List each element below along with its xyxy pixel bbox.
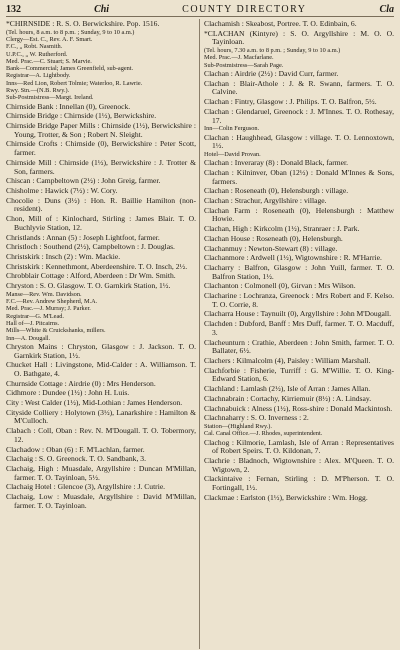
directory-entry: Chryston : S. O. Glasgow. T. O. Garnkirk Station, 1½. bbox=[6, 281, 171, 291]
directory-entry: Clachan : Airdrie (2½) : David Curr, farmer. bbox=[204, 69, 339, 78]
left-column bbox=[6, 19, 200, 649]
entry-detail-line: Registrar—A. Lightbody. bbox=[6, 72, 71, 80]
directory-entry: Clachden : Dubford, Banff : Mrs Duff, farmer. T. O. Macduff, 3. bbox=[204, 319, 394, 337]
entry-detail-line: Bank—Commercial; James Greenfield, sub-agent. bbox=[6, 65, 134, 73]
directory-entry: City : West Calder (1½), Mid-Lothian : James Henderson. bbox=[6, 398, 183, 408]
entry-detail-line: Inn—A. Dougall. bbox=[6, 334, 51, 342]
directory-entry: Clachland : Lamlash (2½), Isle of Arran : James Allan. bbox=[204, 384, 371, 394]
entry-detail-line: Med. Prac.—J. Macfarlane. bbox=[204, 54, 274, 62]
directory-entry: Clachan, High : Kirkcolm (1½), Stranraer : J. Park. bbox=[204, 224, 360, 234]
directory-entry: Clachan : Inveraray (8) : Donald Black, farmer. bbox=[204, 158, 349, 168]
directory-entry: Clachan House : Roseneath (0), Helensburgh. bbox=[204, 233, 343, 243]
directory-entry: Christlands : Annan (5) : Joseph Lightfoot, farmer. bbox=[6, 232, 160, 242]
directory-entry: Clachaig : S. O. Greenock. T. O. Sandbank, 3. bbox=[6, 454, 146, 464]
directory-entry: Clachrie : Bladnoch, Wigtownshire : Alex. M'Queen. T. O. Wigtown, 2. bbox=[204, 455, 394, 474]
header-key-left: Chi bbox=[94, 4, 110, 15]
directory-entry: Clachnabrain : Cortachy, Kirriemuir (8½) : A. Lindsay. bbox=[204, 393, 372, 403]
directory-entry: Clacharine : Lochranza, Greenock : Mrs Robert and F. Kelso. T. O. Corrie, 8. bbox=[204, 291, 394, 309]
directory-entry: Christskirk : Kennethmont, Aberdeenshire. T. O. Insch, 2½. bbox=[6, 261, 188, 271]
directory-entry: Chirnside Bridge Paper Mills : Chirnside (1½), Berwickshire : Young, Trotter, & Son ; Robert N. Sleight. bbox=[6, 121, 196, 139]
directory-entry: Clackmae : Earlston (1½), Berwickshire : Wm. Hogg. bbox=[204, 492, 368, 502]
page-number: 132 bbox=[6, 4, 21, 15]
directory-entry: Clacharra House : Taynuilt (0), Argyllshire : John M'Dougall. bbox=[204, 309, 391, 319]
directory-entry: Christloch : Southend (2½), Campbeltown : J. Douglas. bbox=[6, 242, 175, 252]
directory-entry: Chirnside Bridge : Chirnside (1½), Berwickshire. bbox=[6, 111, 157, 121]
directory-entry: Clachanton : Colmonell (0), Girvan : Mrs Wilson. bbox=[204, 281, 356, 291]
directory-entry: Chirnside Bank : Innellan (0), Greenock. bbox=[6, 101, 131, 111]
directory-entry: Clacheunturn : Crathie, Aberdeen : John Smith, farmer. T. O. Ballater, 6½. bbox=[204, 337, 394, 356]
directory-entry: Clachaig Hotel : Glencoe (3), Argyllshire : J. Cutrie. bbox=[6, 482, 166, 492]
entry-detail-line: Hall of—J. Pitcairns. bbox=[6, 319, 60, 327]
entry-detail-line: Mills—White & Cruickshanks, millers. bbox=[6, 327, 106, 335]
directory-entry: Chisholme : Hawick (7½) : W. Cory. bbox=[6, 186, 118, 195]
directory-entry: Clachan : Blair-Athole : J. & R. Swann, farmers. T. O. Calvine. bbox=[204, 78, 394, 97]
directory-entry: Clachan : Glendaruel, Greenock : J. M'Innes. T. O. Rothesay, 17. bbox=[204, 106, 394, 125]
directory-entry: Clachan : Roseneath (0), Helensburgh : village. bbox=[204, 186, 349, 196]
entry-detail-line: Station—(Highland Rwy.). bbox=[204, 422, 272, 430]
page-header bbox=[6, 4, 394, 17]
directory-entry: Clachan : Kilninver, Oban (12½) : Donald M'Innes & Sons, farmers. bbox=[204, 167, 394, 186]
entry-detail-line: Med. Prac.—C. Stuart; S. Marvie. bbox=[6, 57, 92, 65]
header-key-right: Cla bbox=[379, 4, 394, 15]
directory-entry: Clachers : Kilmalcolm (4), Paisley : William Marshall. bbox=[204, 355, 371, 365]
entry-detail-line: Inns—Red Lion, Robert Tolmie; Waterloo, R. Lawrie. bbox=[6, 79, 143, 87]
entry-detail-line: F.C.—Rev. Andrew Shepherd, M.A. bbox=[6, 298, 98, 306]
entry-detail-line: Sub-Postmistress—Margt. Ireland. bbox=[6, 94, 94, 102]
directory-entry: Clachadow : Oban (6) : F. M'Lachlan, farmer. bbox=[6, 444, 145, 454]
columns bbox=[6, 19, 394, 649]
directory-entry: Clachan : Haughhead, Glasgow : village. T. O. Lennoxtown, 1½. bbox=[204, 132, 394, 151]
entry-detail-line: Clergy—Est. C., Rev. A. F. Smart. bbox=[6, 36, 93, 43]
entry-detail-line: U.P.C., „ W. Rutherford. bbox=[6, 50, 68, 58]
right-column bbox=[200, 19, 394, 649]
directory-entry: Clachan Farm : Roseneath (0), Helensburgh : Matthew Howie. bbox=[204, 205, 394, 224]
directory-entry: Clachanmore : Ardwell (1½), Wigtownshire : R. M'Harrie. bbox=[204, 253, 382, 263]
directory-entry: Churnside Cottage : Airdrie (0) : Mrs Henderson. bbox=[6, 378, 156, 388]
entry-detail-line: (Tel. hours, 8 a.m. to 8 p.m. ; Sunday, 9 to 10 a.m.) bbox=[6, 28, 135, 36]
running-title: COUNTY DIRECTORY bbox=[182, 4, 307, 15]
directory-entry: Chocolie : Duns (3½) : Hon. R. Baillie Hamilton (non-resident). bbox=[6, 195, 196, 214]
entry-detail-line: Sub-Postmistress—Sarah Page. bbox=[204, 61, 284, 69]
directory-entry: Clachforbie : Fisherie, Turriff : G. M'Willie. T. O. King-Edward Station, 6. bbox=[204, 365, 394, 384]
directory-entry: Clachan : Strachur, Argyllshire : village. bbox=[204, 196, 327, 206]
directory-entry: Clabach : Coll, Oban : Rev. N. M'Dougall. T. O. Tobermory, 12. bbox=[6, 426, 196, 444]
directory-entry: Clacharry : Balfron, Glasgow : John Yuill, farmer. T. O. Balfron Station, 1½. bbox=[204, 262, 394, 281]
directory-entry: Chrobblair Cottage : Alford, Aberdeen : Dr Wm. Smith. bbox=[6, 271, 176, 281]
directory-entry: Chucket Hall : Livingstone, Mid-Calder : A. Williamson. T. O. Bathgate, 4. bbox=[6, 360, 196, 378]
directory-entry: Clachanmuy : Newton-Stewart (8) : village. bbox=[204, 243, 338, 253]
entry-detail-line: Hotel—David Provan. bbox=[204, 150, 261, 158]
directory-entry: Clachnabuick : Alness (1½), Ross-shire : Donald Mackintosh. bbox=[204, 403, 393, 413]
directory-entry: *CHIRNSIDE : R. S. O. Berwickshire. Pop. 1516. bbox=[6, 19, 160, 28]
entry-detail-line: Registrar—G. M'Lead. bbox=[6, 312, 64, 320]
directory-entry: Clackintaive : Fernan, Stirling : D. M'Pherson. T. O. Fortingall, 1½. bbox=[204, 474, 394, 493]
directory-entry: Chiscan : Campbeltown (2½) : John Greig, farmer. bbox=[6, 176, 161, 186]
directory-entry: Clachaig, High : Muasdale, Argyllshire : Duncan M'Millan, farmer. T. O. Tayinloan, 5½. bbox=[6, 463, 196, 482]
entry-detail-line: Rwy. Stn.—(N.B. Rwy.). bbox=[6, 87, 70, 95]
entry-detail-line: Manse—Rev. Wm. Davidson. bbox=[6, 290, 82, 298]
entry-detail-line: Inn—Colin Ferguson. bbox=[204, 125, 260, 133]
directory-entry: Chon, Mill of : Kinlochard, Stirling : James Blair. T. O. Buchlyvie Station, 12. bbox=[6, 214, 196, 232]
directory-entry: Clachog : Kilmorie, Lamlash, Isle of Arran : Representatives of Robert Speirs. T. O. Kildonan, 7. bbox=[204, 437, 394, 456]
directory-entry: Chirnside Crofts : Chirnside (0), Berwickshire : Peter Scott, farmer. bbox=[6, 139, 196, 158]
directory-entry: Cidhmore : Dundee (1½) : John H. Luis. bbox=[6, 388, 130, 398]
directory-entry: Clachaig, Low : Muasdale, Argyllshire : David M'Millan, farmer. T. O. Tayinloan. bbox=[6, 492, 196, 510]
directory-entry: *CLACHAN (Kintyre) : S. O. Argyllshire : M. O. O. Tayinloan. bbox=[204, 28, 394, 47]
entry-detail-line: F.C., „ Robt. Nasmith. bbox=[6, 43, 63, 51]
directory-entry: Christskirk : Insch (2) : Wm. Mackie. bbox=[6, 251, 121, 261]
entry-detail-line: Cal. Canal Office.—J. Rhodes, superintendent. bbox=[204, 430, 323, 438]
entry-detail-line: Med. Prac.—J. Murray; J. Parker. bbox=[6, 305, 91, 313]
directory-entry: Chirnside Mill : Chirnside (1½), Berwickshire : J. Trotter & Son, farmers. bbox=[6, 157, 196, 176]
directory-entry: Clachan : Fintry, Glasgow : J. Philips. T. O. Balfron, 5½. bbox=[204, 97, 377, 107]
directory-entry: Cityside Colliery : Holytown (3½), Lanarkshire : Hamilton & M'Culloch. bbox=[6, 407, 196, 426]
directory-entry: Chryston Mains : Chryston, Glasgow : J. Jackson. T. O. Garnkirk Station, 1½. bbox=[6, 341, 196, 360]
entry-detail-line: (Tel. hours, 7.30 a.m. to 8 p.m. ; Sunday, 9 to 10 a.m.) bbox=[204, 47, 341, 55]
directory-entry: Clachnaharry : S. O. Inverness : 2. bbox=[204, 413, 309, 423]
directory-entry: Clachamish : Skeabost, Portree. T. O. Edinbain, 6. bbox=[204, 19, 357, 28]
